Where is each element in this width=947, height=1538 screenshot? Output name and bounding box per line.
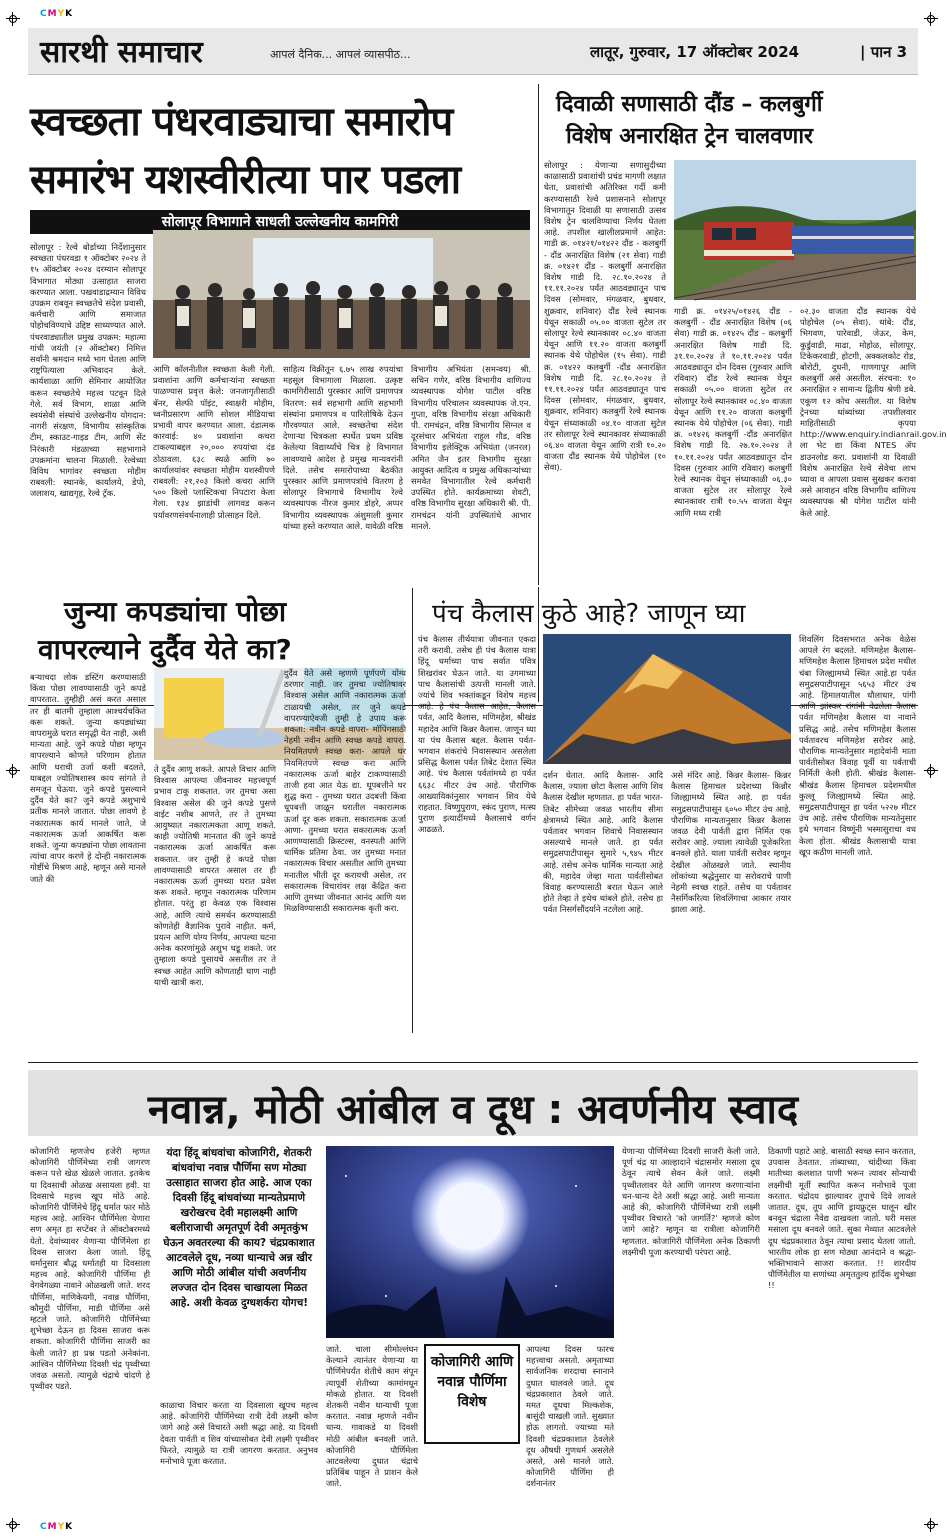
tagline: आपलं दैनिक... आपलं व्यासपीठ...: [270, 48, 411, 61]
story2-column-3: ०२.३० वाजता दौंड स्थानक येथे पोहोचेल (०५ सेवा). थांबे: दौंड, भिगवण, पारेवाडी, जेऊर, केम, कुर्डुवाडी, माढा, मोहोळ, सोलापूर, टिकेकरवाडी, होटगी, अक्कलकोट रोड, बोरोटी, दुधनी, गाणगापूर आणि कलबुर्गी असे असतील. संरचना: १० अनारक्षित २ सामान्य द्वितीय श्रेणी डबे. एकूण १२ कोच असतील. या विशेष ट्रेनच्या थांब्यांच्या तपशीलवार माहितीसाठी कृपया http://www.enquiry.indianrail.gov.in ला भेट द्या किंवा NTES ॲप डाउनलोड करा. प्रवाशांनी या दिवाळी विशेष अनारक्षित रेल्वे सेवेचा लाभ घ्यावा व आपला प्रवास सुखकर करावा असे आवाहन वरिष्ठ विभागीय वाणिज्य व्यवस्थापक श्री योगेश पाटील यांनी केले आहे.: [800, 306, 947, 518]
registration-mark-top-right-icon: [924, 12, 938, 26]
story3-headline-line2: वापरल्याने दुर्दैव येते का?: [38, 633, 292, 666]
story5-column-5: येणाऱ्या पौर्णिमेच्या दिवशी साजरी केली जाते. पूर्ण चंद्र या आल्हादाने चंद्रासमोर मसाला दूध ठेवून त्याचे सेवन केले जाते. लक्ष्मी पृथ्वीतलावर येते आणि जागरण करणाऱ्यांना धन-धान्य देते अशी श्रद्धा आहे. अशी मान्यता आहे की, कोजागिरी पौर्णिमेच्या रात्री लक्ष्मी पृथ्वीवर विचारते 'को जागर्ति?' म्हणजे कोण जागे आहे? म्हणून या रात्रीला कोजागिरी म्हणतात. कोजागिरी पौर्णिमेला अनेक ठिकाणी लक्ष्मीची पूजा करण्याची परंपरा आहे.: [622, 1146, 760, 1257]
story2-headline-line2: विशेष अनारक्षित ट्रेन चालवणार: [566, 124, 814, 149]
story3-column-3: दुर्दैव येते असे म्हणणे पूर्णपणे योग्य ठरणार नाही. जर तुमचा ज्योतिषावर विश्वास असेल आणि नकारात्मक ऊर्जा टाळायची असेल, तर जुने कपडे वापरण्याऐवजी तुम्ही हे उपाय करू शकता: नवीन कपडे वापरा- मॉपिंगसाठी नेहमी नवीन आणि स्वच्छ कपडे वापरा. नियमितपणे स्वच्छ करा- आपले घर नियमितपणे स्वच्छ करा आणि नकारात्मक ऊर्जा बाहेर टाकण्यासाठी ताजी हवा आत येऊ द्या. धूपबत्तीने घर शुद्ध करा - तुमच्या घरात उदबत्ती किंवा धूपबत्ती जाळून घरातील नकारात्मक ऊर्जा दूर करू शकता. सकारात्मक ऊर्जा आणा- तुमच्या घरात सकारात्मक ऊर्जा आणण्यासाठी क्रिस्टल्स, वनस्पती आणि धार्मिक प्रतिमा ठेवा. जर तुमच्या मनात नकारात्मक विचार असतील आणि तुमच्या मनातील भीती दूर करायची असेल, तर सकारात्मक विचारांवर लक्ष केंद्रित करा आणि तुमच्या जीवनात आनंद आणि यश मिळविण्यासाठी सकारात्मक कृती करा.: [284, 668, 406, 914]
dateline: लातूर, गुरुवार, 17 ऑक्टोबर 2024: [590, 43, 800, 61]
story2-headline-line1: दिवाळी सणासाठी दौंड – कलबुर्गी: [556, 92, 823, 117]
story5-box-title: कोजागिरी आणि नवान्न पौर्णिमा विशेष: [424, 1344, 520, 1444]
registration-mark-bottom-left-icon: [6, 1518, 20, 1532]
story5-column-3: जाते. चाला सीमोल्लंघन केल्याने त्यानंतर येणाऱ्या या पौर्णिमेपर्यंत शेतीचे काम संपून त्यापूर्वी शेतीच्या कामांमधून मोकळे होतात. या दिवशी शेतकरी नवीन धान्याची पूजा करतात. नवान्न म्हणजे नवीन धान्य. गावाकडे या दिवशी मोठी आंबील बनवली जाते. कोजागिरी पौर्णिमेला आटवलेल्या दुधात चंद्राचे प्रतिबिंब पाहून ते प्राशन केले जाते.: [326, 1344, 418, 1489]
story1-headline-line2: समारंभ यशस्वीरीत्या पार पडला: [30, 157, 461, 203]
story5-column-6: ठिकाणी पहाटे आहे. बासाठी स्वच्छ स्नान करतात, उपवास ठेवतात. तांब्याच्या, चांदीच्या किंवा मातीच्या कलशात पाणी भरून त्यावर सोन्याची लक्ष्मीची मूर्ती स्थापित करून मनोभावे पूजा करतात. चंद्रोदय झाल्यावर तुपाचे दिवे लावले जातात. दूध, तूप आणि ड्रायफ्रुट्स घालून खीर बनवून चंद्राला नैवेद्य दाखवला जातो. घरी मसल मसाला दूध बनवले जाते. सुका मेव्यात आटवलेले दूध चंद्रप्रकाशात ठेवून त्याचा प्रसाद घेतला जातो. भारतीय लोक हा सण मोठ्या आनंदाने व श्रद्धा-भक्तिभावाने साजरा करतात. !! शारदीय पौर्णिमेतील या सणांच्या अमृततुल्य हार्दिक शुभेच्छा !!: [768, 1146, 916, 1291]
story1-headline-line1: स्वच्छता पंधरवाड्याचा समारोप: [30, 99, 453, 145]
story4-photo: [543, 634, 791, 764]
story4-column-3: असे मंदिर आहे. किन्नर कैलास- किन्नर कैलास हिमाचल प्रदेशच्या किन्नौर जिल्ह्यामध्ये स्थित आहे. हा पर्वत समुद्रसपाटीपासून ६०५० मीटर उंच आहे. पौराणिक मान्यतानुसार किन्नर कैलास जवळ देवी पार्वती द्वारा निर्मित एक सरोवर आहे. ज्याला त्यावेळी पूजेकरिता बनवले होते. याला पार्वती सरोवर म्हणून देखील ओळखले जाते. स्थानीय लोकांच्या श्रद्धेनुसार या सरोवराचे पाणी नेहमी स्वच्छ राहते. तसेच या पर्वतावर नैसर्गिकरित्या शिवलिंगाचा आकार तयार झाला आहे.: [671, 770, 791, 915]
story1-column-1: सोलापूर : रेल्वे बोर्डाच्या निर्देशानुसार स्वच्छता पंधरवडा १ ऑक्टोबर २०२४ ते १५ ऑक्टोबर २०२४ दरम्यान सोलापूर विभागात मोठ्या उत्साहात साजरा करण्यात आला. पखवाडाद्रम्यान विविध उपक्रम राबवून स्वच्छतेचे संदेश प्रवासी, कर्मचारी आणि समाजात पोहोचविण्याचे उद्दिष्ट साध्यण्यात आले. पंधरवाड्यातील प्रमुख उपक्रम: महात्मा गांधी जयंती (२ ऑक्टोबर) निमित्त सर्वांनी श्रमदान मध्ये भाग घेतला आणि राष्ट्रपित्याला अभिवादन केले. कार्यशाळा आणि सेमिनार आयोजित करून स्वच्छतेचे महत्त्व पटवून दिले गेले. सर्व विभाग, शाळा आणि स्वयंसेवी संस्थांचे उल्लेखनीय योगदान: नागरी संरक्षण, विभागीय सांस्कृतिक टीम, स्काउट-गाइड टीम, आणि सेंट निरंकारी मंडळाच्या सहभागाने उपक्रमांना चालना मिळाली. रेल्वेच्या विविध भागांवर स्वच्छता मोहीम राबवली: स्थानके, कार्यालये, डेपो, जलाशय, खाद्यगृह, रेल्वे ट्रॅक.: [30, 242, 146, 499]
story4-column-1: पंच कैलास तीर्थयात्रा जीवनात एकदा तरी करावी. तसेच ही पंच कैलास यात्रा हिंदू धर्माच्या पाच सर्वात पवित्र शिखरांवर घेऊन जाते. या उगमाच्या पाच कैलासांची उत्पत्ती मानली जाते. ज्यांचे शिव भक्तांकडून विशेष महत्त्व आहे. हे पंच कैलास आहेत, कैलास पर्वत, आदि कैलास, मणिमहेश, श्रीखंड महादेव आणि किन्नर कैलास. जाणून घ्या या पंच कैलास बद्दल. कैलास पर्वत- भगवान शंकरांचे निवासस्थान असलेला प्रसिद्ध कैलास पर्वत तिबेट देशात स्थित आहे. पंच कैलास पर्वतांमध्ये हा पर्वत ६६३८ मीटर उंच आहे. पौराणिक आख्यायिकांनुसार भगवान शिव येथे राहतात. विष्णुपुराण, स्कंद पुराण, मत्स्य पुराण इत्यादींमध्ये कैलासाचे वर्णन आढळते.: [418, 634, 537, 835]
registration-mark-mid-right-icon: [924, 764, 938, 778]
paper-name: सारथी समाचार: [40, 35, 203, 70]
story-band-bg: [28, 585, 918, 587]
story2-column-2: गाडी क्र. ०१४२५/०१४२६ दौंड - कलबुर्गी - दौंड अनारक्षित विशेष (०६ सेवा) गाडी क्र. ०१४२५ दौंड - कलबुर्गी अनारक्षित विशेष गाडी दि. ३१.१०.२०२४ ते १०.११.२०२४ पर्यंत आठवड्यातून दोन दिवस (गुरुवार आणि रविवार) दौंड रेल्वे स्थानक येथून सकाळी ०५.०० वाजता सुटेल तर सोलापूर रेल्वे स्थानकावर ०८.४० वाजता येथून आणि ११.२० वाजता कलबुर्गी स्थानक येथे पोहोचेल (०६ सेवा). गाडी क्र. ०१४२६ कलबुर्गी -दौंड अनारक्षित विशेष गाडी दि. २७.१०.२०२४ ते १०.११.२०२४ पर्यंत आठवड्यातून दोन दिवस (गुरुवार आणि रविवार) कलबुर्गी रेल्वे स्थानक येथून संध्याकाळी ०६.३० वाजता सुटेल तर सोलापूर रेल्वे स्थानकावर रात्री १०.५५ वाजता येथून आणि मध्य रात्री: [674, 306, 792, 518]
train-image: [674, 160, 916, 300]
cmyk-strip-bottom: CMYK: [40, 1522, 74, 1532]
registration-mark-top-left-icon: [6, 12, 20, 26]
story5-headline: नवान्न, मोठी आंबील व दूध : अवर्णनीय स्वाद: [147, 1087, 799, 1133]
story1-column-2: आणि कॉलनीतील स्वच्छता केली गेली. प्रवाशांना आणि कर्मचाऱ्यांना स्वच्छता पाळण्यास प्रवृत्त केले: जनजागृतीसाठी बॅनर, सेल्फी पॉइंट, स्वाक्षरी मोहीम, ध्वनीप्रसारण आणि सोशल मीडियाचा प्रभावी वापर करण्यात आला. दंडात्मक कारवाई: ४० प्रवाशांना कचरा टाकल्याबद्दल २०,००० रुपयांचा दंड ठोठावला. ६३८ स्थळे आणि ७० कार्यालयांवर स्वच्छता मोहीम यशस्वीपणे राबवली: २१,२०३ किलो कचरा आणि ५०० किलो प्लास्टिकचा निपटारा केला गेला. १३४ झाडांची लागवड करून पर्यावरणसंवर्धनालाही प्रोत्साहन दिले.: [153, 364, 275, 520]
story3-headline-line1-visible: जुन्या कपड्यांचा पोछा: [64, 595, 287, 628]
cmyk-strip-top: CMYK: [40, 9, 74, 19]
full-moon-image: [326, 1146, 614, 1338]
story4-column-2: दर्शन घेतात. आदि कैलास- आदि कैलास, ज्याला छोटा कैलास आणि शिव कैलास देखील म्हणतात. हा पर्वत भारत-तिबेट सीमेच्या जवळ भारतीय सीमा क्षेत्रामध्ये स्थित आहे. आदि कैलास पर्वतावर भगवान शिवाचे निवासस्थान असल्याचे मानले जाते. हा पर्वत समुद्रसपाटीपासून सुमारे ५,९४५ मीटर आहे. तसेच अनेक धार्मिक मान्यता आहे की, महादेव जेव्हा माता पार्वतीसोबत विवाह करण्यासाठी बरात घेऊन आले होते तेव्हा ते इथेच थांबले होते. तसेच हा पर्वत निसर्गसौंदर्याने नटलेला आहे.: [543, 770, 663, 915]
story1-column-4: विभागीय अभियंता (समन्वय) श्री. सचिन गणेर, वरिष्ठ विभागीय वाणिज्य व्यवस्थापक योगेश पाटील वरिष्ठ विभागीय परिचालन व्यवस्थापक जे.एन. गुप्ता, वरिष्ठ विभागीय संरक्षा अधिकारी पी. रामचंद्रन, वरिष्ठ विभागीय सिग्नल व दूरसंचार अभियंता राहुल गौड, वरिष्ठ विभागीय इलेक्ट्रिक अभियंता (जनरल) अमित जैन इतर विभागीय सुरक्षा आयुक्त आदित्य व प्रमुख अधिकाऱ्यांच्या समवेत विभागातील रेल्वे कर्मचारी उपस्थित होते. कार्यक्रमाच्या शेवटी, वरिष्ठ विभागीय सुरक्षा अधिकारी श्री. पी. रामचंद्रन यांनी उपस्थितांचे आभार मानले.: [411, 364, 531, 531]
page-number: | पान 3: [860, 43, 908, 61]
story5-column-4: आपल्या दिवस फारच महत्त्वाचा असतो. अमृताच्या सार्वजनिक शरदाचा स्नानाने दुधात घालवले जाते. दूध चंद्रप्रकाशात ठेवले जाते. ममत दूधचा मिल्कशेक, बासुंदी चाखली जाते. सुख्यात होऊ लागतो. ज्याच्या मते दिवशी चंद्रप्रकाशात ठेवलेले दूध औषधी गुणधर्म असलेले असते, असे मानले जाते. कोजागिरी पौर्णिमा ही दर्शनानंतर: [526, 1344, 614, 1489]
story3-column-1: बऱ्याचदा लोक डस्टिंग करण्यासाठी किंवा पोछा लावण्यासाठी जुने कपडे वापरतात. तुम्हीही असं करत असाल तर ही बातमी तुम्हाला आश्चर्यचकित करू शकते. जुन्या कपड्यांच्या वापरामुळे घरात समृद्धी येत नाही, अशी मान्यता आहे. जुने कपडे पोछा म्हणून वापरल्याने कोणते परिणाम होतात आणि घराची उर्जा कशी बदलते, याबद्दल ज्योतिषशास्त्र काय सांगते ते समजून घेऊया. जुने कपडे पुसल्याने दुर्दैव येते का? जुने कपडे अशुभाचे प्रतीक मानले जातात. पोछा लावणे हे नकारात्मक कार्य मानले जाते, जे नकारात्मक ऊर्जा आकर्षित करू शकते. जुन्या कपड्यांना पोछा लावताना त्यांचा वापर करणे हे दोन्ही नकारात्मक गोष्टींचे मिश्रण आहे, म्हणून असे मानले जाते की: [30, 672, 146, 884]
story5-column-1: कोजागिरी म्हणजेच हजेरी म्हणत कोजागिरी पौर्णिमेच्या रात्री जागरण करून पत्ते खेळ खेळले जातात. इतकेच या दिवसाची ओळख असायला हवी. या दिवसाचे महत्त्व खूप मोठे आहे. कोजागिरी पौर्णिमेचे हिंदू धर्मात फार मोठे महत्त्व आहे. आश्विन पौर्णिमेला येणारा सण अमृत हा सप्टेंबर ते ऑक्टोबरमध्ये येतो. देवांच्यावर येणाऱ्या पौर्णिमेला हा दिवस साजरा केला जातो. हिंदू धर्मानुसार बौद्ध धर्मातही या दिवसाला महत्त्व आहे. कोजागिरी पौर्णिमा ही वेगवेगळ्या नावाने ओळखली जाते. शरद पौर्णिमा, माणिकेयगी, नवान्न पौर्णिमा, कौमुदी पौर्णिमा, माडी पौर्णिमा असे म्हटले जाते. कोजागिरी पौर्णिमेच्या शुभेच्छा देऊन हा दिवस साजरा करू शकता. कोजागिरी पौर्णिमा साजरी का केली जाते? हा प्रश्न पडतो अनेकांना. आश्विन पौर्णिमेच्या दिवशी चंद्र पृथ्वीच्या जवळ असतो. त्यामुळे चंद्राचे चांदणे हे पृथ्वीवर पडते.: [30, 1146, 150, 1392]
horizontal-rule-2: [28, 1062, 918, 1063]
vertical-divider-2: [412, 588, 413, 1033]
registration-mark-mid-left-icon: [6, 764, 20, 778]
story1-column-3: साहित्य विक्रीतून ६.७५ लाख रुपयांचा महसूल विभागाला मिळाला. उत्कृष्ट कामगिरीसाठी पुरस्कार आणि प्रमाणपत्र वितरण: सर्व सहभागी आणि सहभागी संस्थांना प्रमाणपत्र व पारितोषिके देऊन गौरवण्यात आले. स्वच्छतेचा संदेश देणाऱ्या चित्रकला स्पर्धेत प्रथम प्रविष्ठ केलेल्या विद्यार्थ्यांचे चित्र हे विभागात लावण्याचे आदेश हे प्रमुख मान्यवरांनी दिले. तसेच समारोपाच्या बैठकीत पुरस्कार आणि प्रमाणपत्रांचे वितरण हे सोलापूर विभागाचे विभागीय रेल्वे व्यवस्थापक नीरज कुमार डोहरे, अप्पर विभागीय व्यवस्थापक अंशुमाली कुमार यांच्या हस्ते करण्यात आले. यावेळी वरिष्ठ: [283, 364, 403, 531]
story4-headline: पंच कैलास कुठे आहे? जाणून घ्या: [432, 599, 746, 629]
story1-photo: [153, 230, 530, 358]
story3-column-2: ते दुर्दैव आणू शकते. आपले विचार आणि विश्वास आपल्या जीवनावर महत्त्वपूर्ण प्रभाव टाकू शकतात. जर तुमचा असा विश्वास असेल की जुने कपडे पुसणे वाईट नशीब आणते, तर ते तुमच्या आयुष्यात नकारात्मकता आणू शकते. काही ज्योतिषी मानतात की जुने कपडे नकारात्मक ऊर्जा आकर्षित करू शकतात. जर तुम्ही हे कपडे पोछा लावण्यासाठी वापरत असाल तर ही नकारात्मक ऊर्जा तुमच्या घरात प्रवेश करू शकते. म्हणून नकारात्मक परिणाम होतात. परंतु हा केवळ एक विश्वास आहे, आणि त्याचे समर्थन करण्यासाठी कोणतेही वैज्ञानिक पुरावे नाहीत. कर्म, प्रयत्न आणि योग्य निर्णय, आपल्या घटना अनेक कारणांमुळे अशुभ घडू शकते. जर तुम्हाला कपडे पुसायचे असतील तर ते स्वच्छ आहेत आणि कोणताही घाण नाही याची खात्री करा.: [154, 764, 276, 987]
story5-boxed-intro: यंदा हिंदू बांधवांचा कोजागिरी, शेतकरी बांधवांचा नवान्न पौर्णिमा सण मोठ्या उत्साहात साजरा होत आहे. आज एका दिवसी हिंदू बांधवांच्या मान्यतेप्रमाणे खरोखरच देवी महालक्ष्मी आणि बलीराजाची अमृतपूर्ण देवी अमृतकुंभ घेऊन अवतरल्या की काय? चंद्रप्रकाशात आटवलेले दूध, नव्या धान्याचे अन्न खीर आणि मोठी आंबील यांची अवर्णनीय लज्जत दोन दिवस चाखायला मिळत आहे. अशी केवळ दुग्धशर्करा योगच!: [160, 1146, 318, 1390]
award-ceremony-image: [153, 230, 530, 358]
story4-column-4: शिवलिंग दिवसभरात अनेक वेळेस आपले रंग बदलते. मणिमहेश कैलास- मणिमहेश कैलास हिमाचल प्रदेश मधील चंबा जिल्ह्यामध्ये स्थित आहे.हा पर्वत समुद्रसपाटीपासून ५६५३ मीटर उंच आहे. हिमालयातील धौलाधार, पांगी आणि झांस्कर रांगांनी वेढलेला कैलास पर्वत मणिमहेश कैलास या नावाने प्रसिद्ध आहे. तसेच मणिमहेश कैलास पर्वतावरच मणिमहेश सरोवर आहे. पौराणिक मान्यतेनुसार महादेवांनी माता पार्वतीसोबत विवाह पूर्वी या पर्वताची निर्मिती केली होती. श्रीखंड कैलास- श्रीखंड कैलास हिमाचल प्रदेशमधील कुल्लू जिल्ह्यामध्ये स्थित आहे. समुद्रसपाटीपासून हा पर्वत ५२२७ मीटर उंच आहे. तसेच पौराणिक मान्यतेनुसार इथे भगवान विष्णूंनी भस्मासुराचा वध केला होता. श्रीखंड कैलासाची यात्रा खूप कठीण मानली जाते.: [799, 634, 916, 857]
story2-column-1: सोलापूर : येणाऱ्या सणासुदीच्या काळासाठी प्रवाशांची प्रचंड मागणी लक्षात घेता, प्रवाशांची अतिरिक्त गर्दी कमी करण्यासाठी रेल्वे प्रशासनाने सोलापूर विभागातून दिवाळी या सणासाठी उत्सव विशेष ट्रेन चालविण्याचा निर्णय घेतला आहे. तपशील खालीलप्रमाणे आहेत: गाडी क्र. ०१४२१/०१४२२ दौंड - कलबुर्गी - दौंड अनारक्षित विशेष (२१ सेवा) गाडी क्र. ०१४२१ दौंड - कलबुर्गी अनारक्षित विशेष गाडी दि. २८.१०.२०२४ ते ११.११.२०२४ पर्यंत आठवड्यातून पाच दिवस (सोमवार, मंगळवार, बुधवार, शुक्रवार, शनिवार) दौंड रेल्वे स्थानक येथून सकाळी ०५.०० वाजता सुटेल तर सोलापूर रेल्वे स्थानकावर ०८.४० वाजता येथून आणि ११.२० वाजता कलबुर्गी स्थानक येथे पोहोचेल (१५ सेवा). गाडी क्र. ०१४२२ कलबुर्गी -दौंड अनारक्षित विशेष गाडी दि. २८.१०.२०२४ ते ११.११.२०२४ पर्यंत आठवड्यातून पाच दिवस (सोमवार, मंगळवार, बुधवार, शुक्रवार, शनिवार) कलबुर्गी रेल्वे स्थानक येथून संध्याकाळी ०४.१० वाजता सुटेल तर सोलापूर रेल्वे स्थानकावर संध्याकाळी ०६.४० वाजता येथून आणि रात्री १०.२० वाजता दौंड स्थानक येथे पोहोचेल (१० सेवा).: [544, 160, 666, 473]
kailash-mountain-image: [543, 634, 791, 764]
story5-column-2: काळाचा विचार करता या दिवसाला खूपच महत्त्व आहे. कोजागिरी पौर्णिमेच्या रात्री देवी लक्ष्मी कोण जागे आहे असे विचारते अशी श्रद्धा आहे. या दिवशी देवता पार्वती व शिव यांच्यासोबत देवी लक्ष्मी पृथ्वीवर फिरते, त्यामुळे या रात्री जागरण करतात. अनुभव मनोभावे पूजा करतात.: [160, 1400, 318, 1467]
registration-mark-bottom-right-icon: [924, 1518, 938, 1532]
story5-photo: [326, 1146, 614, 1338]
story2-photo: [674, 160, 916, 300]
story1-subhead: सोलापूर विभागाने साधली उल्लेखनीय कामगिरी: [30, 210, 530, 234]
